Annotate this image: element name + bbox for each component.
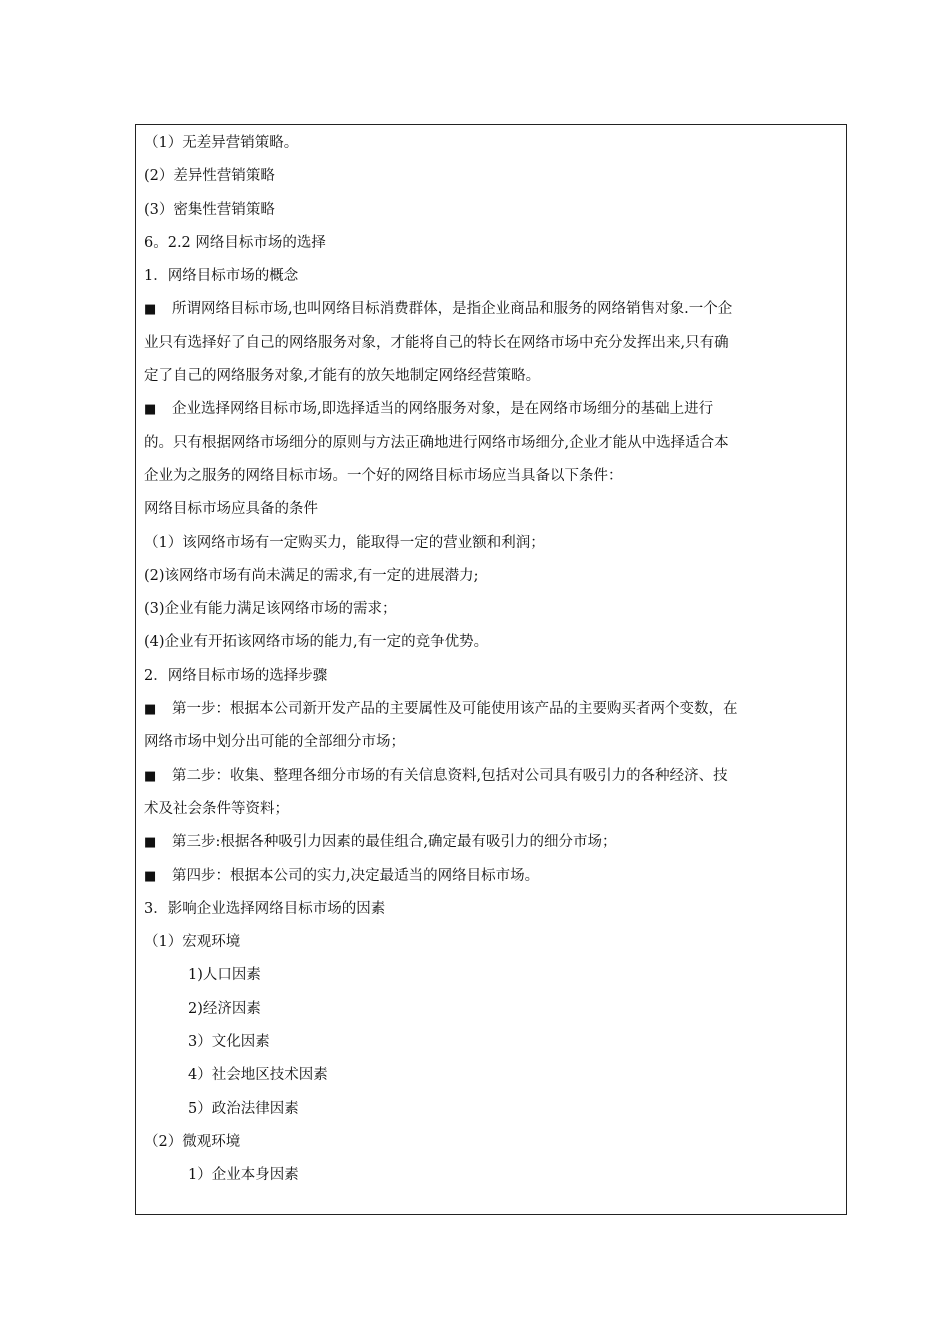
sub-item-line: 2)经济因素 — [188, 1000, 261, 1017]
text-line: 术及社会条件等资料； — [144, 800, 289, 817]
bullet-square-icon: ■ — [144, 835, 157, 851]
bullet-square-icon: ■ — [144, 868, 157, 884]
line-text: 所谓网络目标市场,也叫网络目标消费群体，是指企业商品和服务的网络销售对象.一个企 — [172, 301, 733, 318]
text-line: (3）密集性营销策略 — [144, 201, 275, 218]
text-line: 业只有选择好了自己的网络服务对象，才能将自己的特长在网络市场中充分发挥出来,只有确 — [144, 334, 729, 351]
bullet-paragraph-line — [144, 293, 838, 326]
bullet-square-icon: ■ — [144, 302, 157, 318]
text-line: 定了自己的网络服务对象,才能有的放矢地制定网络经营策略。 — [144, 368, 541, 385]
sub-item-line: 3）文化因素 — [188, 1034, 270, 1051]
text-line: (4)企业有开拓该网络市场的能力,有一定的竞争优势。 — [144, 634, 489, 651]
sub-item-line: 1）企业本身因素 — [188, 1167, 299, 1184]
bullet-square-icon: ■ — [144, 702, 157, 718]
sub-item-line: 1)人口因素 — [188, 967, 261, 984]
bullet-square-icon: ■ — [144, 768, 157, 784]
text-line: (2)该网络市场有尚未满足的需求,有一定的进展潜力; — [144, 567, 479, 584]
bullet-paragraph-line — [144, 393, 838, 426]
text-line: （2）微观环境 — [144, 1133, 241, 1150]
text-line: 2．网络目标市场的选择步骤 — [144, 667, 328, 684]
line-text: 第三步:根据各种吸引力因素的最佳组合,确定最有吸引力的细分市场； — [172, 834, 617, 851]
text-line: （1）该网络市场有一定购买力，能取得一定的营业额和利润； — [144, 534, 545, 551]
text-line: 3．影响企业选择网络目标市场的因素 — [144, 900, 386, 917]
text-line: 6。2.2 网络目标市场的选择 — [144, 234, 326, 251]
text-line: 1．网络目标市场的概念 — [144, 268, 299, 285]
sub-item-line: 5）政治法律因素 — [188, 1100, 299, 1117]
bullet-paragraph-line — [144, 760, 838, 793]
line-text: 企业选择网络目标市场,即选择适当的网络服务对象，是在网络市场细分的基础上进行 — [172, 401, 714, 418]
text-line: 的。只有根据网络市场细分的原则与方法正确地进行网络市场细分,企业才能从中选择适合本 — [144, 434, 729, 451]
line-text: 第二步：收集、整理各细分市场的有关信息资料,包括对公司具有吸引力的各种经济、技 — [172, 767, 728, 784]
text-line: （1）宏观环境 — [144, 934, 241, 951]
line-text: 第四步：根据本公司的实力,决定最适当的网络目标市场。 — [172, 867, 540, 884]
bullet-paragraph-line — [144, 860, 838, 893]
text-line: 网络市场中划分出可能的全部细分市场； — [144, 734, 405, 751]
text-line: (2）差异性营销策略 — [144, 168, 275, 185]
document-frame — [135, 124, 847, 1215]
bullet-square-icon: ■ — [144, 402, 157, 418]
bullet-paragraph-line — [144, 826, 838, 859]
text-line: (3)企业有能力满足该网络市场的需求； — [144, 601, 397, 618]
text-line: 网络目标市场应具备的条件 — [144, 501, 318, 518]
sub-item-line: 4）社会地区技术因素 — [188, 1067, 328, 1084]
bullet-paragraph-line — [144, 693, 838, 726]
line-text: 第一步：根据本公司新开发产品的主要属性及可能使用该产品的主要购买者两个变数，在 — [172, 701, 738, 718]
text-line: （1）无差异营销策略。 — [144, 135, 299, 151]
document-body — [144, 127, 838, 1193]
text-line: 企业为之服务的网络目标市场。一个好的网络目标市场应当具备以下条件： — [144, 467, 623, 484]
